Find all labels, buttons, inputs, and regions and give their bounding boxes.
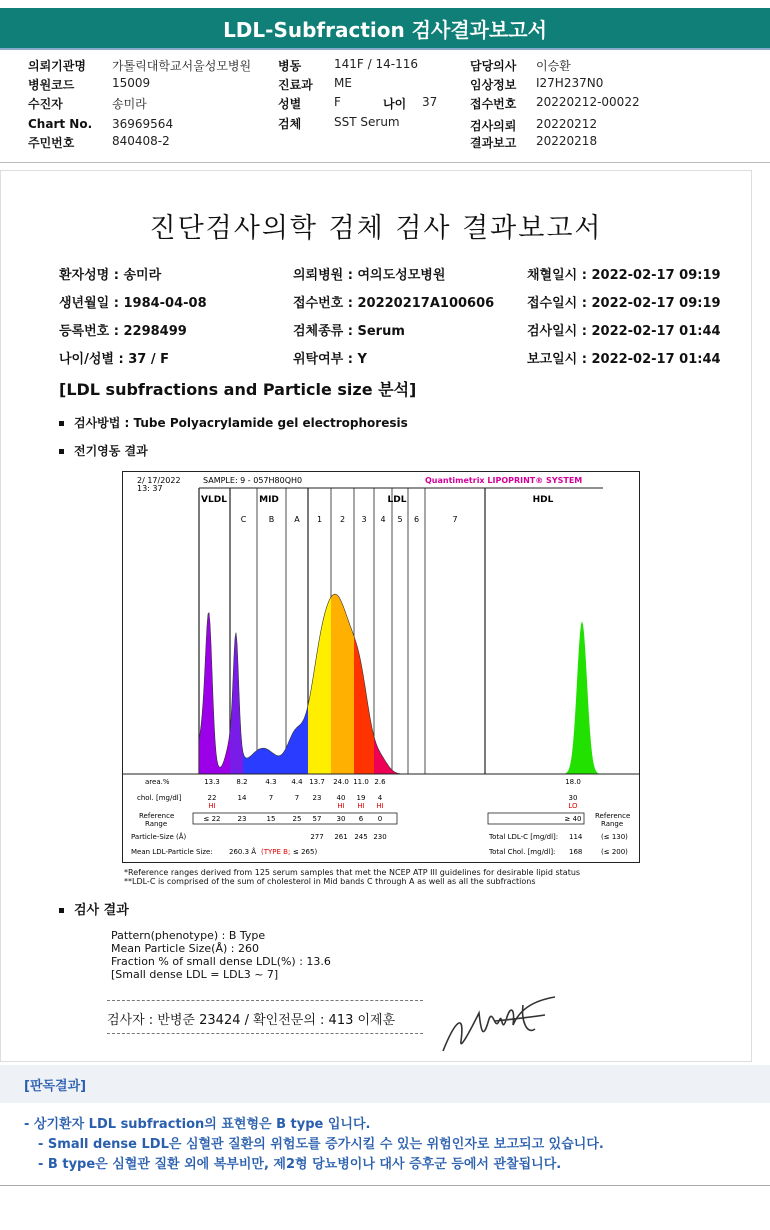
note-line: *Reference ranges derived from 125 serum samples that met the NCEP ATP III guidelines for desirable lipid status [124,868,581,877]
value-doctor: 이승환 [536,59,571,73]
chol-flag: HI [208,802,216,810]
info-birth-date: 생년월일 : 1984-04-08 [59,296,207,311]
label-dept: 진료과 [278,78,313,92]
sign-divider [107,1033,423,1034]
chol-flag: HI [337,802,345,810]
divider [0,162,770,163]
conclusion-tab [0,1065,770,1103]
chart-brand: Quantimetrix LIPOPRINT® SYSTEM [425,476,583,485]
chol-value: 4 [377,794,383,802]
chart-sample: SAMPLE: 9 - 057H80QH0 [203,476,303,485]
info-patient-name: 환자성명 : 송미라 [59,268,162,283]
info-registration-no: 등록번호 : 2298499 [59,324,187,339]
chart-svg [123,472,639,862]
label-chart-no: Chart No. [28,117,93,131]
chart-area-mid [243,705,308,774]
chol-flag: LO [568,802,578,810]
mean-cut: ≤ 265) [293,848,318,856]
section-heading: [LDL subfractions and Particle size 분석] [59,380,417,399]
chart-time: 13: 37 [137,484,163,493]
area-value: 24.0 [333,778,349,786]
chol-label: chol. [mg/dl] [137,794,182,802]
value-resident-no: 840408-2 [112,134,170,148]
particle-value: 261 [334,833,348,841]
chart-group-label: MID [259,495,279,505]
info-report-time: 보고일시 : 2022-02-17 01:44 [527,352,721,367]
total-chol-value: 168 [569,848,583,856]
electrophoresis-chart [122,471,640,863]
ref-value: ≥ 40 [564,815,582,823]
chart-area-ldl2 [331,594,354,774]
info-receipt-no: 접수번호 : 20220217A100606 [293,296,495,311]
sign-divider [107,1000,423,1001]
conclusion-line: - Small dense LDL은 심혈관 질환의 위험도를 증가시킬 수 있는 위험인자로 보고되고 있습니다. [38,1137,604,1152]
area-value: 11.0 [353,778,369,786]
info-consignment: 위탁여부 : Y [293,352,367,367]
label-clinical: 임상정보 [470,78,517,92]
total-ldl-value: 114 [569,833,583,841]
label-patient: 수진자 [28,97,63,111]
chart-band-label: 3 [361,515,367,524]
chart-band-label: 7 [452,515,458,524]
area-value: 18.0 [565,778,581,786]
ref-label-right-2: Range [601,820,624,828]
mean-value: 260.3 Å [229,848,257,856]
value-request: 20220212 [536,117,598,131]
total-ldl-label: Total LDL-C [mg/dl]: [489,833,559,841]
chart-area-hdl [563,621,601,774]
mean-type: (TYPE B; [261,848,291,856]
value-chart-no: 36969564 [112,117,174,131]
chart-band-label: 6 [413,515,420,524]
chart-band-label: A [294,515,300,524]
value-clinical: I27H237N0 [536,76,604,90]
chol-value: 30 [568,794,578,802]
value-ward: 141F / 14-116 [334,57,418,71]
ref-value: ≤ 22 [203,815,221,823]
method-line [59,414,408,431]
method-text: 검사방법 : Tube Polyacrylamide gel electrophoresis [74,416,408,430]
label-specimen: 검체 [278,117,302,131]
label-request: 검사의뢰 [470,119,517,133]
note-line: **LDL-C is comprised of the sum of cholesterol in Mid bands C through A as well as all the subfractions [124,877,536,886]
chart-band-label: C [240,515,247,524]
conclusion-line: - B type은 심혈관 질환 외에 복부비만, 제2형 당뇨병이나 대사 증후군 등에서 관찰됩니다. [38,1157,562,1172]
chart-area-ldl3 [354,636,374,774]
particle-value: 277 [310,833,324,841]
label-doctor: 담당의사 [470,59,517,73]
area-value: 2.6 [374,778,386,786]
ref-label-1: Reference [139,812,175,820]
particle-value: 230 [373,833,387,841]
particle-value: 245 [354,833,368,841]
bottom-divider [0,1185,770,1186]
value-hospital: 가톨릭대학교서울성모병원 [112,59,252,73]
chart-group-label: VLDL [201,495,227,505]
value-sex: F [334,95,341,109]
result-line: Pattern(phenotype) : B Type [111,929,266,942]
bullet-icon [59,449,64,454]
bullet-icon [59,421,64,426]
conclusion-line: - 상기환자 LDL subfraction의 표현형은 B type 입니다. [24,1117,371,1132]
total-chol-label: Total Chol. [mg/dl]: [489,848,556,856]
label-receipt: 접수번호 [470,97,517,111]
label-sex: 성별 [278,97,302,111]
signature-image [435,991,565,1061]
ref-value: 30 [336,815,346,823]
report-sheet [0,170,752,1062]
chol-value: 22 [207,794,217,802]
bullet-icon [59,908,64,913]
result-heading [59,899,129,918]
particle-label: Particle-Size (Å) [131,833,187,841]
chart-group-label: LDL [387,495,407,505]
area-value: 13.7 [309,778,325,786]
area-value: 4.4 [291,778,303,786]
chol-value: 23 [312,794,322,802]
area-value: 4.3 [265,778,277,786]
chart-band-label: 2 [339,515,346,524]
total-chol-ref: (≤ 200) [601,848,628,856]
info-collection-time: 채혈일시 : 2022-02-17 09:19 [527,268,721,283]
total-ldl-ref: (≤ 130) [601,833,628,841]
value-age: 37 [422,95,438,109]
value-receipt: 20220212-00022 [536,95,640,109]
result-lines [111,929,331,981]
chart-area-ldl4 [374,737,408,775]
ref-label-2: Range [145,820,168,828]
label-hospital: 의뢰기관명 [28,59,86,73]
ref-value: 15 [266,815,276,823]
area-value: 8.2 [236,778,248,786]
label-hospital-code: 병원코드 [28,78,75,92]
info-specimen-type: 검체종류 : Serum [293,324,405,339]
report-title: 진단검사의학 검체 검사 결과보고서 [149,213,603,244]
ref-value: 57 [312,815,322,823]
chart-band-label: 4 [380,515,386,524]
info-referring-hospital: 의뢰병원 : 여의도성모병원 [293,268,446,283]
info-age-sex: 나이/성별 : 37 / F [59,352,170,367]
chol-value: 7 [294,794,300,802]
chart-date: 2/ 17/2022 [137,476,181,485]
ref-value: 23 [237,815,247,823]
chol-value: 40 [336,794,346,802]
chol-value: 19 [356,794,366,802]
label-resident-no: 주민번호 [28,136,75,150]
result-line: [Small dense LDL = LDL3 ~ 7] [111,968,279,981]
info-receipt-time: 접수일시 : 2022-02-17 09:19 [527,296,721,311]
value-specimen: SST Serum [334,115,400,129]
chol-value: 14 [237,794,247,802]
value-report: 20220218 [536,134,598,148]
area-value: 13.3 [204,778,220,786]
label-ward: 병동 [278,59,302,73]
mean-label: Mean LDL-Particle Size: [131,848,213,856]
info-test-time: 검사일시 : 2022-02-17 01:44 [527,324,721,339]
conclusion-panel [0,1105,770,1180]
chol-value: 7 [268,794,274,802]
label-report: 결과보고 [470,136,517,150]
chart-band-label: 1 [316,515,323,524]
value-patient: 송미라 [112,97,147,111]
sign-text: 검사자 : 반병준 23424 / 확인전문의 : 413 이제훈 [107,1013,396,1028]
conclusion-tab-label: [판독결과] [24,1079,87,1094]
value-hospital-code: 15009 [112,76,151,90]
chart-notes [124,868,580,886]
ref-value: 6 [358,815,364,823]
ref-value: 0 [377,815,383,823]
value-dept: ME [334,76,352,90]
ref-value: 25 [292,815,302,823]
ref-label-right-1: Reference [595,812,631,820]
chart-group-label: HDL [532,495,554,505]
result-heading-text: 검사 결과 [74,903,129,918]
chart-band-label: 5 [397,515,403,524]
chol-flag: HI [357,802,365,810]
result-line: Mean Particle Size(Å) : 260 [111,942,259,955]
electro-heading-text: 전기영동 결과 [74,444,148,458]
area-label: area.% [145,778,170,786]
page-title: LDL-Subfraction 검사결과보고서 [0,8,770,50]
result-line: Fraction % of small dense LDL(%) : 13.6 [111,955,331,968]
chol-flag: HI [376,802,384,810]
chart-band-label: B [268,515,275,524]
label-age: 나이 [383,97,407,111]
electro-heading [59,442,148,459]
